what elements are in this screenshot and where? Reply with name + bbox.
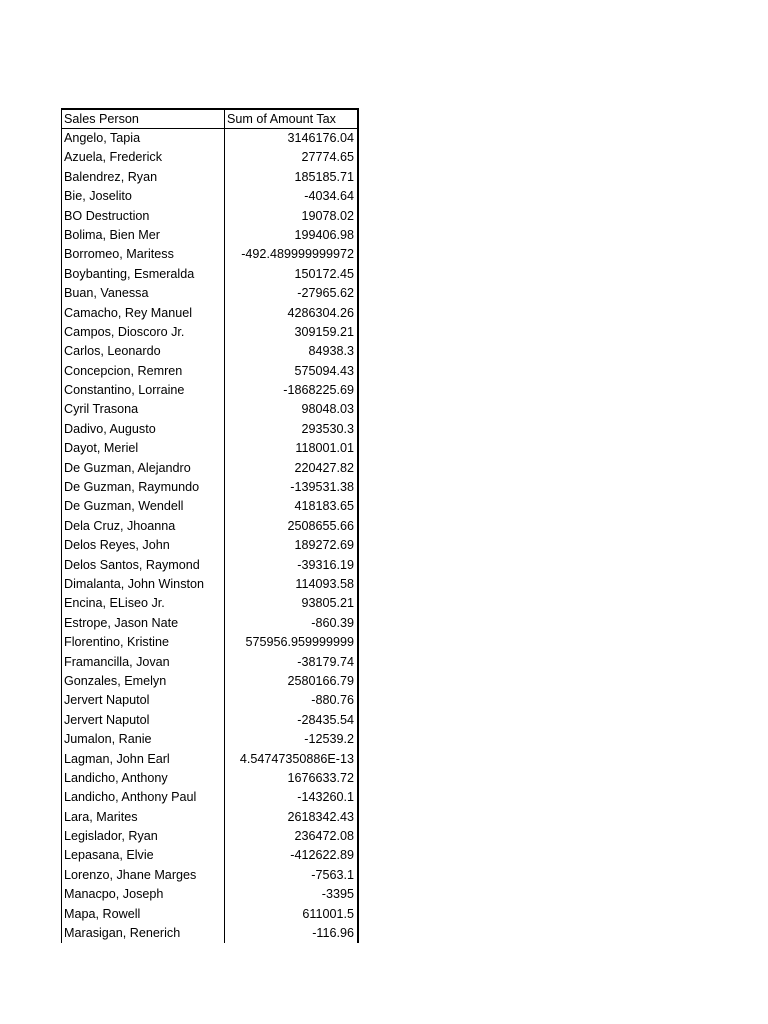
amount-tax-cell: 150172.45 [294,266,354,281]
sales-person-cell: Buan, Vanessa [62,284,225,303]
table-row [62,846,357,865]
sales-person-cell: Delos Reyes, John [62,536,225,555]
sales-person-cell: Lorenzo, Jhane Marges [62,866,225,885]
sales-person-cell: Borromeo, Maritess [62,245,225,264]
table-row [62,284,357,303]
table-row [62,342,357,361]
amount-tax-cell: 2580166.79 [287,673,354,688]
sales-person-cell: Encina, ELiseo Jr. [62,594,225,613]
header-sum-amount-tax: Sum of Amount Tax [227,112,336,126]
table-row [62,885,357,904]
amount-tax-cell: -27965.62 [297,286,354,301]
header-sales-person: Sales Person [62,110,225,128]
table-header-row [62,110,357,129]
amount-tax-cell: -492.489999999972 [241,247,354,262]
table-row [62,400,357,419]
table-row [62,323,357,342]
sales-person-cell: Camacho, Rey Manuel [62,304,225,323]
sales-person-cell: Dayot, Meriel [62,439,225,458]
table-row [62,536,357,555]
amount-tax-cell: -3395 [321,887,354,902]
amount-tax-cell: 118001.01 [295,441,354,456]
amount-tax-cell: 199406.98 [294,227,354,242]
sales-person-cell: Lepasana, Elvie [62,846,225,865]
table-row [62,304,357,323]
amount-tax-cell: 1676633.72 [287,770,354,785]
amount-tax-cell: -412622.89 [290,848,354,863]
sales-person-cell: Marasigan, Renerich [62,924,225,943]
table-row [62,478,357,497]
sales-person-cell: Gonzales, Emelyn [62,672,225,691]
table-row [62,168,357,187]
table-row [62,207,357,226]
amount-tax-cell: 293530.3 [301,421,354,436]
sales-person-cell: Bie, Joselito [62,187,225,206]
sales-person-cell: Legislador, Ryan [62,827,225,846]
table-row [62,827,357,846]
amount-tax-cell: -143260.1 [297,790,354,805]
amount-tax-cell: 114093.58 [295,576,354,591]
table-row [62,769,357,788]
sales-person-cell: Jervert Naputol [62,691,225,710]
amount-tax-cell: -116.96 [312,926,354,941]
sales-person-cell: BO Destruction [62,207,225,226]
amount-tax-cell: 84938.3 [308,344,354,359]
table-row [62,459,357,478]
sales-person-cell: Dela Cruz, Jhoanna [62,517,225,536]
amount-tax-cell: -1868225.69 [283,383,354,398]
sales-person-cell: Landicho, Anthony Paul [62,788,225,807]
amount-tax-cell: 2508655.66 [287,518,354,533]
amount-tax-cell: 575956.959999999 [245,635,354,650]
amount-tax-cell: -7563.1 [311,867,354,882]
sales-person-cell: Dimalanta, John Winston [62,575,225,594]
sales-person-cell: Delos Santos, Raymond [62,556,225,575]
table-row [62,575,357,594]
table-row [62,226,357,245]
sales-person-cell: De Guzman, Raymundo [62,478,225,497]
amount-tax-cell: -38179.74 [297,654,354,669]
amount-tax-cell: 418183.65 [294,499,354,514]
sales-person-cell: Carlos, Leonardo [62,342,225,361]
pivot-table [61,108,359,943]
sales-person-cell: Boybanting, Esmeralda [62,265,225,284]
table-row [62,187,357,206]
table-row [62,672,357,691]
amount-tax-cell: -4034.64 [304,189,354,204]
amount-tax-cell: 19078.02 [301,208,354,223]
table-row [62,556,357,575]
table-row [62,730,357,749]
sales-person-cell: Constantino, Lorraine [62,381,225,400]
sales-person-cell: Bolima, Bien Mer [62,226,225,245]
table-row [62,517,357,536]
table-row [62,245,357,264]
amount-tax-cell: 27774.65 [301,150,354,165]
sales-person-cell: Florentino, Kristine [62,633,225,652]
amount-tax-cell: 98048.03 [301,402,354,417]
amount-tax-cell: 611001.5 [302,906,354,921]
sales-person-cell: Landicho, Anthony [62,769,225,788]
sales-person-cell: Lagman, John Earl [62,750,225,769]
table-row [62,750,357,769]
table-row [62,614,357,633]
sales-person-cell: Azuela, Frederick [62,148,225,167]
sales-person-cell: Mapa, Rowell [62,905,225,924]
sales-person-cell: Lara, Marites [62,808,225,827]
table-row [62,653,357,672]
sales-person-cell: De Guzman, Wendell [62,497,225,516]
amount-tax-cell: 93805.21 [301,596,354,611]
amount-tax-cell: -139531.38 [290,480,354,495]
table-row [62,905,357,924]
table-row [62,594,357,613]
table-row [62,691,357,710]
sales-person-cell: Concepcion, Remren [62,362,225,381]
table-row [62,439,357,458]
amount-tax-cell: 4.54747350886E-13 [239,751,354,766]
table-row [62,808,357,827]
table-row [62,420,357,439]
amount-tax-cell: 3146176.04 [287,131,354,145]
table-body [62,129,357,943]
table-row [62,924,357,943]
amount-tax-cell: 185185.71 [294,169,354,184]
sales-person-cell: Cyril Trasona [62,400,225,419]
amount-tax-cell: -860.39 [311,615,354,630]
amount-tax-cell: 4286304.26 [287,305,354,320]
table-row [62,497,357,516]
amount-tax-cell: 189272.69 [294,538,354,553]
amount-tax-cell: 309159.21 [294,324,354,339]
sales-person-cell: De Guzman, Alejandro [62,459,225,478]
amount-tax-cell: 220427.82 [294,460,354,475]
table-row [62,633,357,652]
amount-tax-cell: 2618342.43 [287,809,354,824]
sales-person-cell: Framancilla, Jovan [62,653,225,672]
table-row [62,265,357,284]
table-row [62,711,357,730]
table-row [62,788,357,807]
amount-tax-cell: -880.76 [311,693,354,708]
sales-person-cell: Dadivo, Augusto [62,420,225,439]
table-row [62,866,357,885]
sales-person-cell: Campos, Dioscoro Jr. [62,323,225,342]
sales-person-cell: Jumalon, Ranie [62,730,225,749]
amount-tax-cell: 236472.08 [294,829,354,844]
amount-tax-cell: -12539.2 [304,732,354,747]
table-row [62,148,357,167]
amount-tax-cell: 575094.43 [294,363,354,378]
sales-person-cell: Estrope, Jason Nate [62,614,225,633]
table-row [62,381,357,400]
amount-tax-cell: -28435.54 [297,712,354,727]
amount-tax-cell: -39316.19 [297,557,354,572]
sales-person-cell: Balendrez, Ryan [62,168,225,187]
table-row [62,362,357,381]
sales-person-cell: Angelo, Tapia [62,129,225,148]
table-row [62,129,357,148]
sales-person-cell: Manacpo, Joseph [62,885,225,904]
sales-person-cell: Jervert Naputol [62,711,225,730]
